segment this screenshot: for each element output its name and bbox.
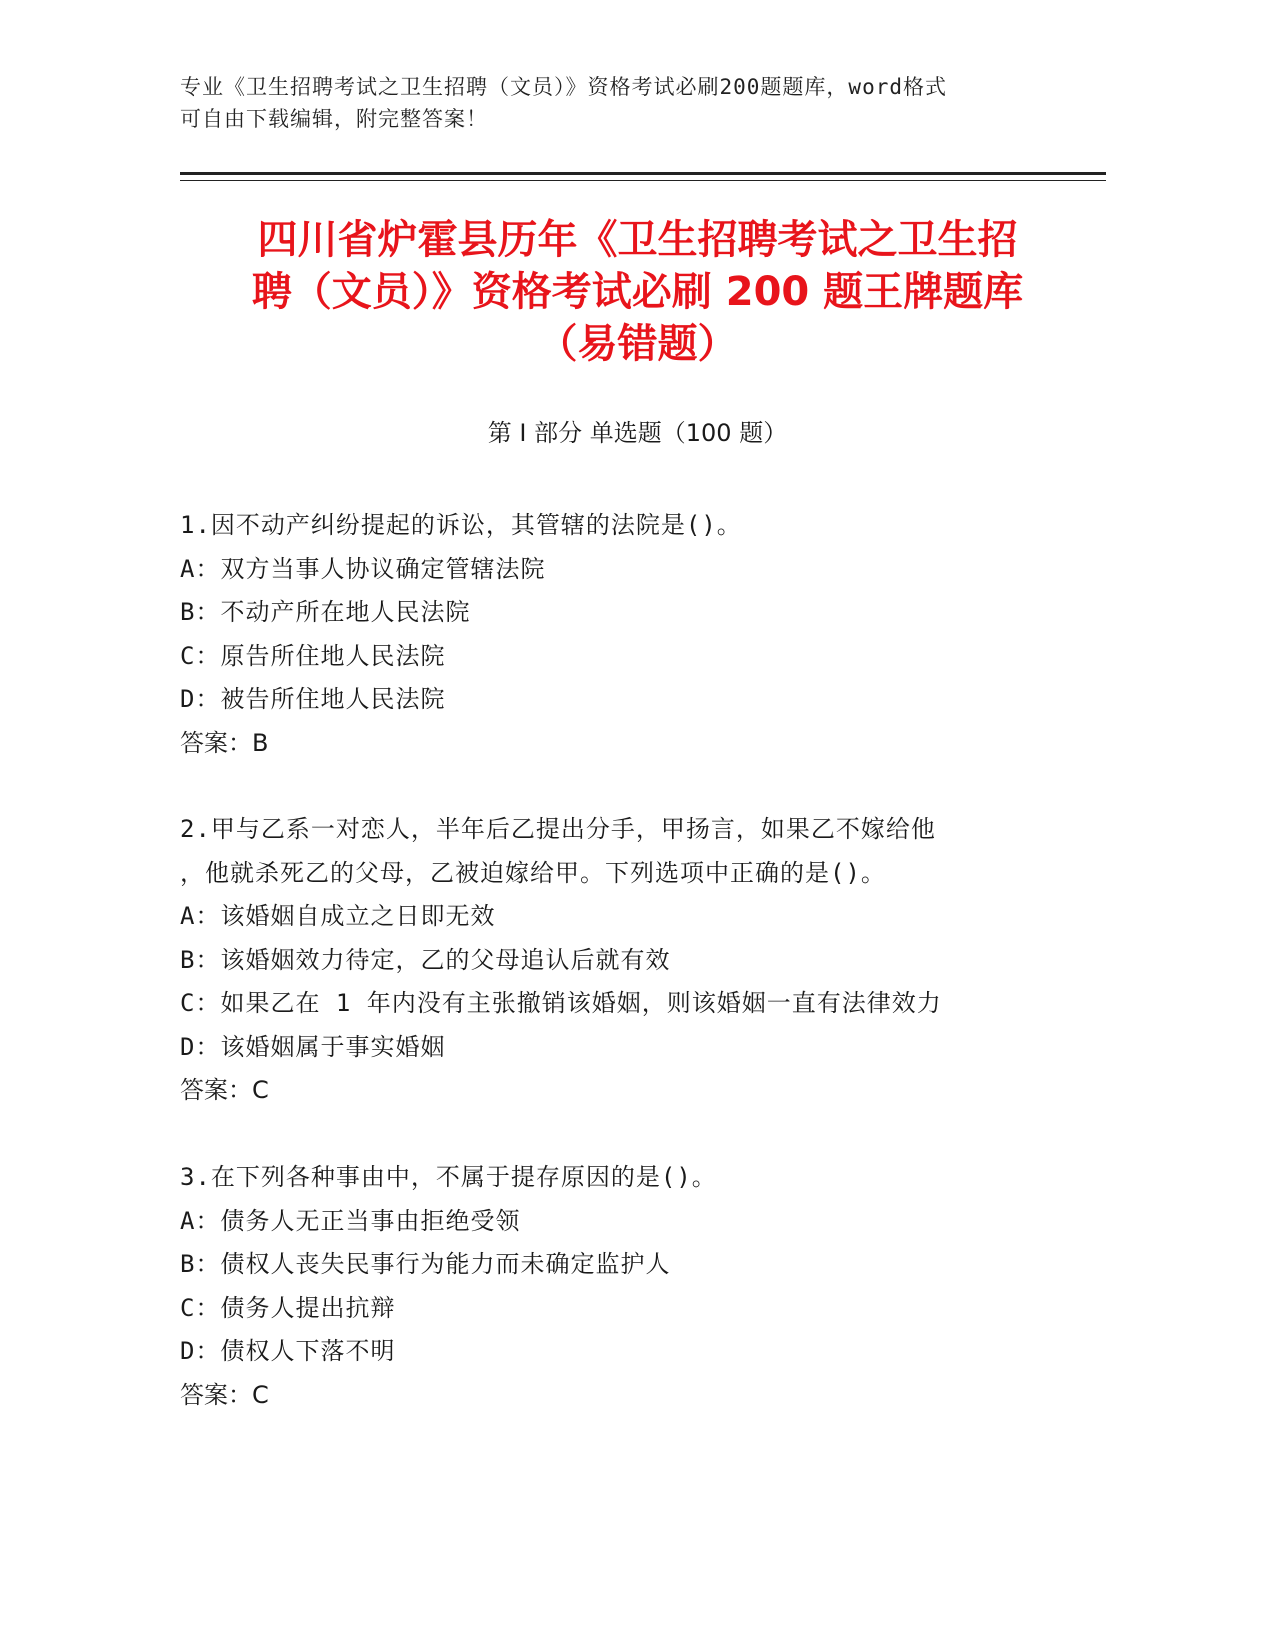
header-note-line: 可自由下载编辑，附完整答案！ (180, 107, 488, 131)
document-title-line: （易错题） (537, 321, 738, 367)
question-stem: 3.在下列各种事由中，不属于提存原因的是()。 (180, 1163, 717, 1191)
question-stem: 2.甲与乙系一对恋人，半年后乙提出分手，甲扬言，如果乙不嫁给他 (180, 815, 936, 843)
question-stem: 1.因不动产纠纷提起的诉讼，其管辖的法院是()。 (180, 511, 742, 539)
option-c: C：如果乙在 1 年内没有主张撤销该婚姻，则该婚姻一直有法律效力 (180, 989, 942, 1017)
question-item (180, 1156, 1040, 1417)
answer-line: 答案：C (180, 1076, 269, 1104)
option-b: B：该婚姻效力待定，乙的父母追认后就有效 (180, 945, 671, 974)
option-d: D：该婚姻属于事实婚姻 (180, 1032, 446, 1061)
option-b: B：债权人丧失民事行为能力而未确定监护人 (180, 1250, 671, 1278)
option-c: C：债务人提出抗辩 (180, 1293, 396, 1322)
option-c: C：原告所住地人民法院 (180, 641, 446, 670)
document-title-line: 聘（文员）》资格考试必刷 200 题王牌题库 (251, 269, 1024, 315)
header-divider-thin (180, 180, 1106, 181)
option-a: A：债务人无正当事由拒绝受领 (180, 1206, 521, 1235)
question-item (180, 808, 1040, 1113)
option-a: A：双方当事人协议确定管辖法院 (180, 554, 546, 583)
document-title-line: 四川省炉霍县历年《卫生招聘考试之卫生招 (257, 217, 1018, 263)
document-title (150, 214, 1125, 370)
option-d: D：被告所住地人民法院 (180, 685, 446, 713)
header-note-line: 专业《卫生招聘考试之卫生招聘（文员）》资格考试必刷200题题库，word格式 (180, 75, 947, 99)
answer-line: 答案：C (180, 1380, 269, 1409)
option-d: D：债权人下落不明 (180, 1337, 396, 1365)
section-heading: 第 I 部分 单选题（100 题） (487, 419, 788, 447)
header-divider-thick (180, 172, 1106, 175)
question-stem: ，他就杀死乙的父母，乙被迫嫁给甲。下列选项中正确的是()。 (180, 858, 886, 887)
option-b: B：不动产所在地人民法院 (180, 598, 471, 626)
answer-line: 答案：B (180, 728, 269, 757)
question-item (180, 504, 1040, 765)
header-note (180, 71, 1030, 135)
option-a: A：该婚姻自成立之日即无效 (180, 902, 496, 930)
